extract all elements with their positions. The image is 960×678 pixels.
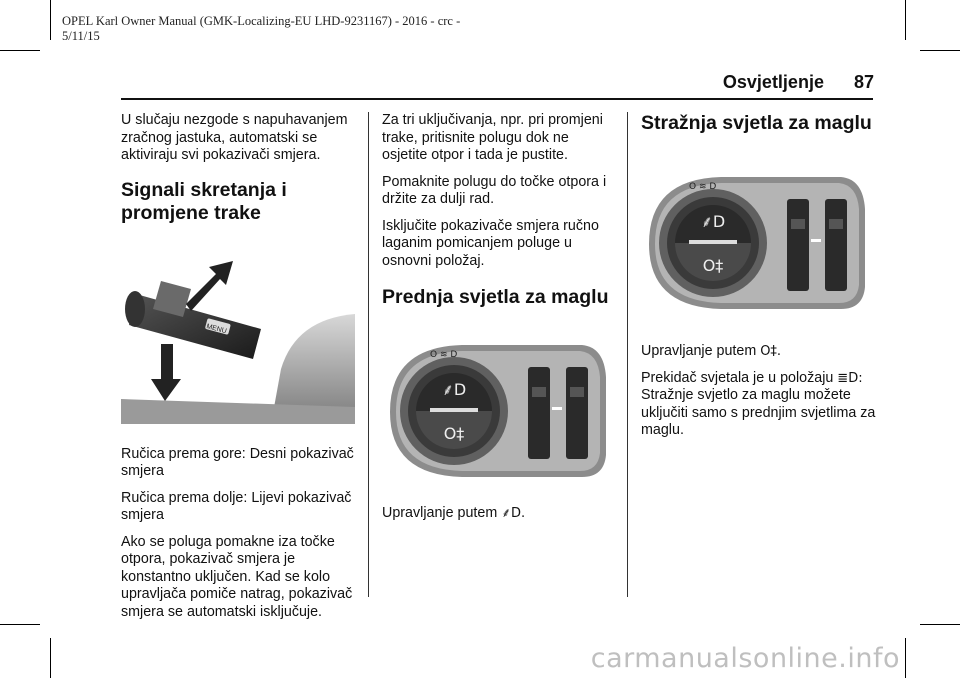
crop-mark: [50, 638, 51, 678]
svg-text:O‡: O‡: [702, 256, 724, 275]
svg-text:O ≋ D: O ≋ D: [689, 182, 717, 192]
column-2: [382, 112, 612, 532]
crop-mark: [50, 0, 51, 40]
svg-text:O‡: O‡: [443, 424, 465, 443]
rear-fog-icon: O‡.: [760, 344, 782, 359]
stalk-down-paragraph: Ručica prema dolje: Lijevi pokazivač smjera: [121, 489, 352, 523]
turn-signal-stalk-figure: [121, 259, 355, 424]
permanent-signal-paragraph: Ako se poluga pomakne iza točke otpora, pokazivač smjera je konstantno uključen. Kad se kolo upravljača pomiče natrag, pokazivač smjera se automatski isključuje.: [121, 533, 353, 620]
watermark: carmanualsonline.info: [590, 643, 900, 674]
front-fog-icon: ⸙D.: [501, 506, 526, 521]
front-fog-caption: [382, 505, 612, 523]
crop-mark: [0, 50, 40, 51]
caption-text: Upravljanje putem: [382, 505, 502, 521]
manual-off-paragraph: Isključite pokazivače smjera ručno laganim pomicanjem poluge u osnovni položaj.: [382, 217, 599, 269]
heading-front-fog: Prednja svjetla za maglu: [382, 286, 609, 308]
svg-text:O ≋ D: O ≋ D: [430, 350, 458, 360]
svg-text:⸙D: ⸙D: [441, 380, 467, 399]
section-title: Osvjetljenje: [722, 72, 824, 92]
lane-change-paragraph: Za tri uključivanja, npr. pri promjeni trake, pritisnite polugu dok ne osjetite otpor i tada je pustite.: [382, 112, 603, 163]
hold-paragraph: Pomaknite polugu do točke otpora i držite za dulji rad.: [382, 173, 607, 207]
crop-mark: [920, 624, 960, 625]
crop-mark: [905, 638, 906, 678]
heading-rear-fog: Stražnja svjetla za maglu: [641, 112, 872, 134]
crop-mark: [920, 50, 960, 51]
switch-text: Prekidač svjetala je u položaju: [641, 369, 838, 386]
switch-position-paragraph: [641, 370, 876, 388]
heading-turn-signals: Signali skretanja i promjene trake: [121, 178, 287, 224]
light-switch-figure-rear: [641, 169, 869, 319]
front-fog-position-icon: ≣D:: [837, 370, 863, 386]
meta-line: OPEL Karl Owner Manual (GMK-Localizing-EU LHD-9231167) - 2016 - crc -: [62, 14, 461, 28]
crop-mark: [0, 624, 40, 625]
meta-date: 5/11/15: [62, 29, 100, 43]
column-divider: [627, 112, 628, 597]
stalk-menu-label: MENU: [205, 322, 228, 335]
column-3: [641, 112, 876, 449]
arrow-down-icon: [151, 344, 181, 401]
airbag-paragraph: U slučaju nezgode s napuhavanjem zračnog jastuka, automatski se aktiviraju svi pokazivači smjera.: [121, 112, 348, 163]
header-rule: [121, 98, 873, 100]
page-number: 87: [853, 72, 874, 92]
page-header: [723, 72, 874, 93]
caption-text: Upravljanje putem: [641, 343, 761, 359]
arrow-up-icon: [186, 261, 233, 311]
column-divider: [368, 112, 369, 597]
rear-fog-paragraph: Stražnje svjetlo za maglu možete uključiti samo s prednjim svjetlima za maglu.: [641, 387, 876, 438]
light-switch-figure-front: [382, 337, 610, 487]
print-metadata: [62, 14, 460, 44]
rear-fog-caption: [641, 343, 876, 361]
crop-mark: [905, 0, 906, 40]
svg-text:⸙D: ⸙D: [700, 212, 726, 231]
column-1: [121, 112, 357, 630]
stalk-up-paragraph: Ručica prema gore: Desni pokazivač smjera: [121, 445, 354, 479]
